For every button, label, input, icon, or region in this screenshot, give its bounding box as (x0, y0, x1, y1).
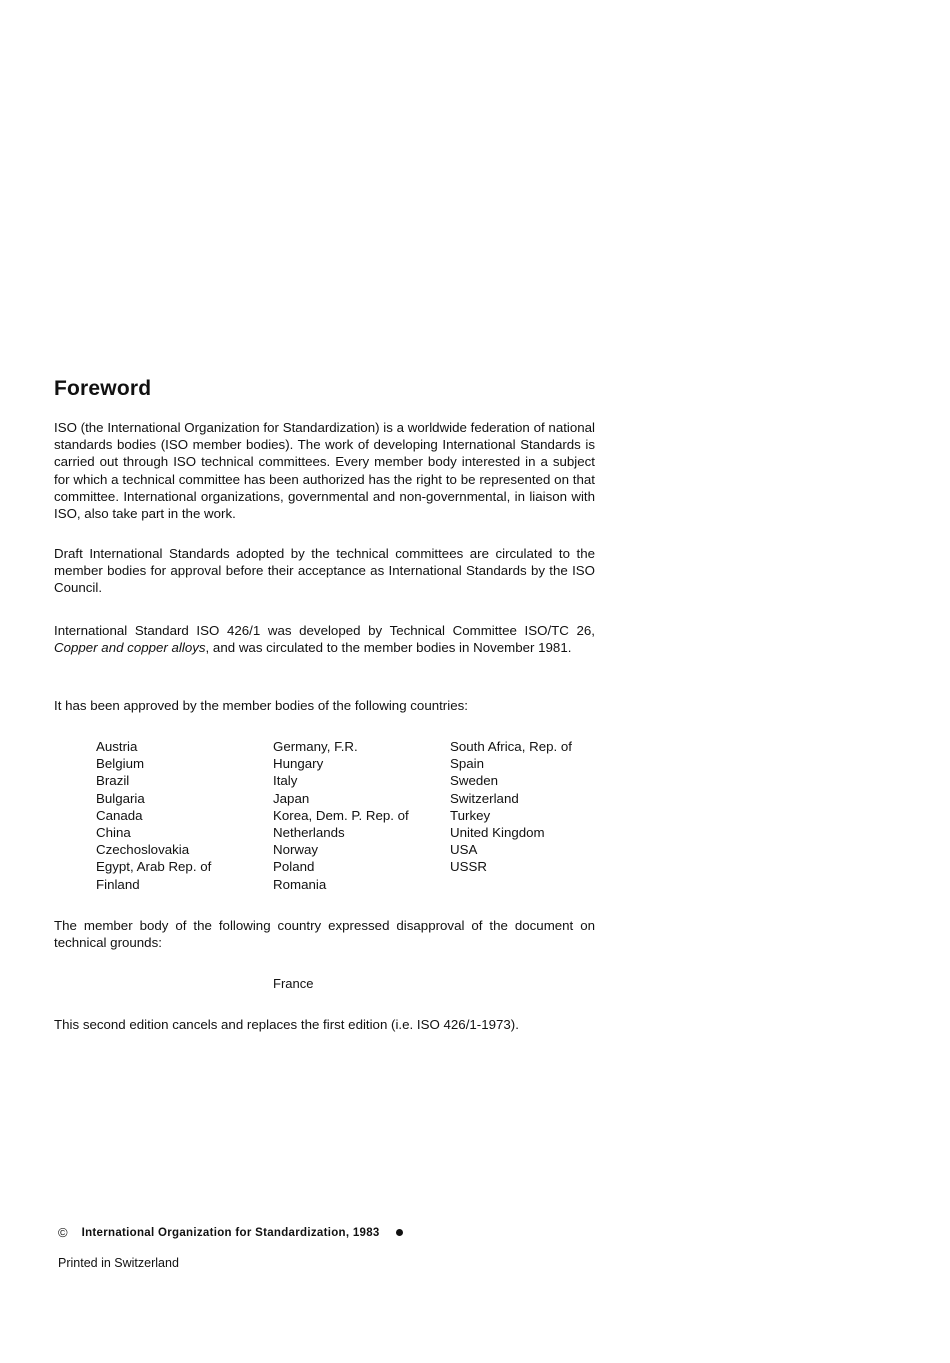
country-item: Hungary (273, 756, 324, 772)
country-item: Netherlands (273, 825, 345, 841)
page-title: Foreword (54, 377, 152, 400)
paragraph-development-before: International Standard ISO 426/1 was developed by Technical Committee ISO/TC 26, (54, 623, 595, 638)
paragraph-edition-note: This second edition cancels and replaces the first edition (i.e. ISO 426/1-1973). (54, 1017, 519, 1032)
country-item: Canada (96, 807, 143, 823)
copyright-text: International Organization for Standardization, 1983 (81, 1226, 380, 1239)
paragraph-approval: It has been approved by the member bodies of the following countries: (54, 698, 468, 713)
country-item: Egypt, Arab Rep. of (96, 859, 212, 875)
paragraph-development-after: , and was circulated to the member bodies in November 1981. (205, 640, 572, 656)
country-item: Germany, F.R. (273, 739, 358, 754)
countries-column-1 (96, 738, 273, 893)
printed-location: Printed in Switzerland (58, 1256, 179, 1270)
country-item: Czechoslovakia (96, 842, 190, 858)
paragraph-development (54, 622, 595, 656)
countries-column-2 (273, 738, 450, 893)
dissenting-country: France (273, 976, 314, 991)
copyright-icon: © (58, 1225, 68, 1240)
country-item: Poland (273, 859, 315, 875)
country-item: USA (450, 842, 478, 858)
committee-title: Copper and copper alloys (54, 640, 206, 656)
approving-countries-list (96, 738, 620, 893)
country-item: Austria (96, 739, 138, 754)
countries-column-3 (450, 738, 620, 893)
country-item: South Africa, Rep. of (450, 739, 572, 754)
country-item: Norway (273, 842, 319, 858)
paragraph-draft-standards: Draft International Standards adopted by the technical committees are circulated to the member bodies for approval before their acceptance as International Standards by the ISO Council. (54, 546, 595, 596)
country-item: Spain (450, 756, 485, 772)
bullet-dot-icon (396, 1229, 403, 1236)
country-item: USSR (450, 859, 487, 875)
paragraph-disapproval: The member body of the following country expressed disapproval of the document on technical grounds: (54, 918, 595, 951)
country-item: Italy (273, 773, 298, 789)
country-item: Japan (273, 790, 310, 806)
country-item: Korea, Dem. P. Rep. of (273, 807, 409, 823)
paragraph-iso-intro: ISO (the International Organization for Standardization) is a worldwide federation of national standards bodies (ISO member bodies). The work of developing International Standards is carried out through ISO technical committees. Every member body interested in a subject for which a technical committee has been authorized has the right to be represented on that committee. International organizations, governmental and non-governmental, in liaison with ISO, also take part in the work. (54, 420, 595, 522)
country-item: United Kingdom (450, 825, 545, 841)
country-item: Sweden (450, 773, 499, 789)
country-item: Turkey (450, 807, 491, 823)
country-item: Brazil (96, 773, 130, 789)
country-item: Switzerland (450, 790, 519, 806)
country-item: Belgium (96, 756, 145, 772)
country-item: Finland (96, 876, 140, 892)
country-item: Romania (273, 876, 327, 892)
country-item: Bulgaria (96, 790, 145, 806)
country-item: China (96, 825, 131, 841)
copyright-line (58, 1225, 403, 1240)
